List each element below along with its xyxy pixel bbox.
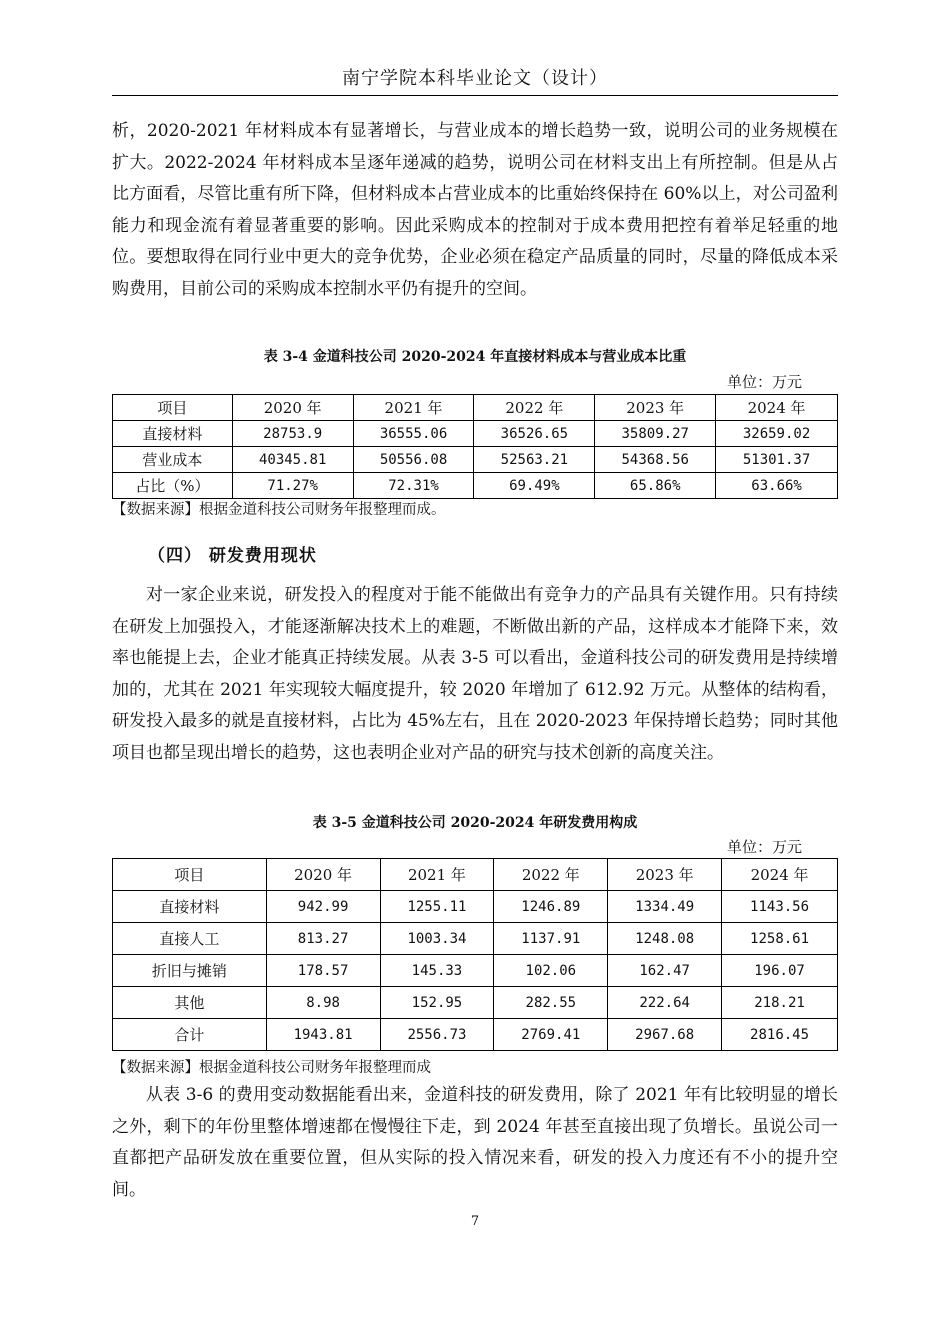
table-cell: 8.98 <box>266 987 380 1019</box>
table-3-4-caption: 表 3-4 金道科技公司 2020-2024 年直接材料成本与营业成本比重 <box>263 349 687 365</box>
table-cell: 50556.08 <box>353 447 474 473</box>
table-cell: 1258.61 <box>722 923 838 955</box>
row-label: 合计 <box>113 1019 267 1051</box>
table-row <box>113 955 838 987</box>
table-row <box>113 923 838 955</box>
table-row <box>113 473 838 499</box>
table-cell: 1248.08 <box>608 923 722 955</box>
header-cell: 项目 <box>113 395 233 421</box>
table-cell: 32659.02 <box>716 421 838 447</box>
section-heading: （四） 研发费用现状 <box>148 546 317 566</box>
table-3-5 <box>112 858 838 1051</box>
table-3-4-unit: 单位：万元 <box>726 373 802 391</box>
table-cell: 52563.21 <box>474 447 595 473</box>
header-cell: 2022 年 <box>474 395 595 421</box>
header-cell: 项目 <box>113 859 267 891</box>
header-cell: 2020 年 <box>266 859 380 891</box>
paragraph-rd-trend: 从表 3-6 的费用变动数据能看出来，金道科技的研发费用，除了 2021 年有比较明显的增长之外，剩下的年份里整体增速都在慢慢往下走，到 2024 年甚至直接出现了负增长。虽说公司一直都把产品研发放在重要位置，但从实际的投入情况来看，研发的投入力度还有不小的提升空间。 <box>112 1085 838 1200</box>
table-cell: 51301.37 <box>716 447 838 473</box>
page-number: 7 <box>470 1214 480 1229</box>
table-cell: 1003.34 <box>380 923 494 955</box>
row-label: 营业成本 <box>113 447 233 473</box>
table-3-5-source: 【数据来源】根据金道科技公司财务年报整理而成 <box>112 1060 431 1076</box>
page-header-title: 南宁学院本科毕业论文（设计） <box>342 68 608 89</box>
table-cell: 35809.27 <box>595 421 716 447</box>
table-cell: 71.27% <box>232 473 353 499</box>
table-row <box>113 987 838 1019</box>
table-row <box>113 891 838 923</box>
table-row <box>113 421 838 447</box>
table-cell: 145.33 <box>380 955 494 987</box>
table-cell: 1943.81 <box>266 1019 380 1051</box>
table-3-4 <box>112 394 838 499</box>
header-cell: 2021 年 <box>353 395 474 421</box>
row-label: 其他 <box>113 987 267 1019</box>
table-row <box>113 1019 838 1051</box>
table-cell: 222.64 <box>608 987 722 1019</box>
table-cell: 2816.45 <box>722 1019 838 1051</box>
row-label: 折旧与摊销 <box>113 955 267 987</box>
table-cell: 813.27 <box>266 923 380 955</box>
table-cell: 152.95 <box>380 987 494 1019</box>
table-cell: 1334.49 <box>608 891 722 923</box>
table-3-4-source: 【数据来源】根据金道科技公司财务年报整理而成。 <box>112 502 446 518</box>
row-label: 占比（%） <box>113 473 233 499</box>
paragraph-rd-overview: 对一家企业来说，研发投入的程度对于能不能做出有竞争力的产品具有关键作用。只有持续在研发上加强投入，才能逐渐解决技术上的难题，不断做出新的产品，这样成本才能降下来，效率也能提上去，企业才能真正持续发展。从表 3-5 可以看出，金道科技公司的研发费用是持续增加的，尤其在 2021 年实现较大幅度提升，较 2020 年增加了 612.92 万元。从整体的结构看，研发投入最多的就是直接材料，占比为 45%左右，且在 2020-2023 年保持增长趋势；同时其他项目也都呈现出增长的趋势，这也表明企业对产品的研究与技术创新的高度关注。 <box>112 585 838 763</box>
header-rule <box>112 95 838 96</box>
table-cell: 1255.11 <box>380 891 494 923</box>
table-header-row <box>113 859 838 891</box>
table-cell: 196.07 <box>722 955 838 987</box>
table-cell: 1137.91 <box>494 923 608 955</box>
row-label: 直接材料 <box>113 421 233 447</box>
table-cell: 65.86% <box>595 473 716 499</box>
header-cell: 2024 年 <box>722 859 838 891</box>
table-cell: 942.99 <box>266 891 380 923</box>
header-cell: 2023 年 <box>608 859 722 891</box>
table-cell: 102.06 <box>494 955 608 987</box>
table-3-5-caption: 表 3-5 金道科技公司 2020-2024 年研发费用构成 <box>312 815 638 831</box>
table-cell: 69.49% <box>474 473 595 499</box>
table-cell: 2556.73 <box>380 1019 494 1051</box>
table-3-5-unit: 单位：万元 <box>726 838 802 856</box>
table-row <box>113 447 838 473</box>
table-cell: 2769.41 <box>494 1019 608 1051</box>
table-cell: 63.66% <box>716 473 838 499</box>
header-cell: 2022 年 <box>494 859 608 891</box>
header-cell: 2020 年 <box>232 395 353 421</box>
table-cell: 2967.68 <box>608 1019 722 1051</box>
table-header-row <box>113 395 838 421</box>
table-cell: 178.57 <box>266 955 380 987</box>
table-cell: 40345.81 <box>232 447 353 473</box>
header-cell: 2023 年 <box>595 395 716 421</box>
table-cell: 1246.89 <box>494 891 608 923</box>
table-cell: 36526.65 <box>474 421 595 447</box>
paragraph-material-cost: 析，2020-2021 年材料成本有显著增长，与营业成本的增长趋势一致，说明公司的业务规模在扩大。2022-2024 年材料成本呈逐年递减的趋势，说明公司在材料支出上有所控制。但是从占比方面看，尽管比重有所下降，但材料成本占营业成本的比重始终保持在 60%以上，对公司盈利能力和现金流有着显著重要的影响。因此采购成本的控制对于成本费用把控有着举足轻重的地位。要想取得在同行业中更大的竞争优势，企业必须在稳定产品质量的同时，尽量的降低成本采购费用，目前公司的采购成本控制水平仍有提升的空间。 <box>112 121 838 299</box>
table-cell: 218.21 <box>722 987 838 1019</box>
header-cell: 2021 年 <box>380 859 494 891</box>
table-cell: 54368.56 <box>595 447 716 473</box>
table-cell: 1143.56 <box>722 891 838 923</box>
table-cell: 28753.9 <box>232 421 353 447</box>
row-label: 直接材料 <box>113 891 267 923</box>
table-cell: 72.31% <box>353 473 474 499</box>
row-label: 直接人工 <box>113 923 267 955</box>
table-cell: 162.47 <box>608 955 722 987</box>
table-cell: 282.55 <box>494 987 608 1019</box>
header-cell: 2024 年 <box>716 395 838 421</box>
table-cell: 36555.06 <box>353 421 474 447</box>
